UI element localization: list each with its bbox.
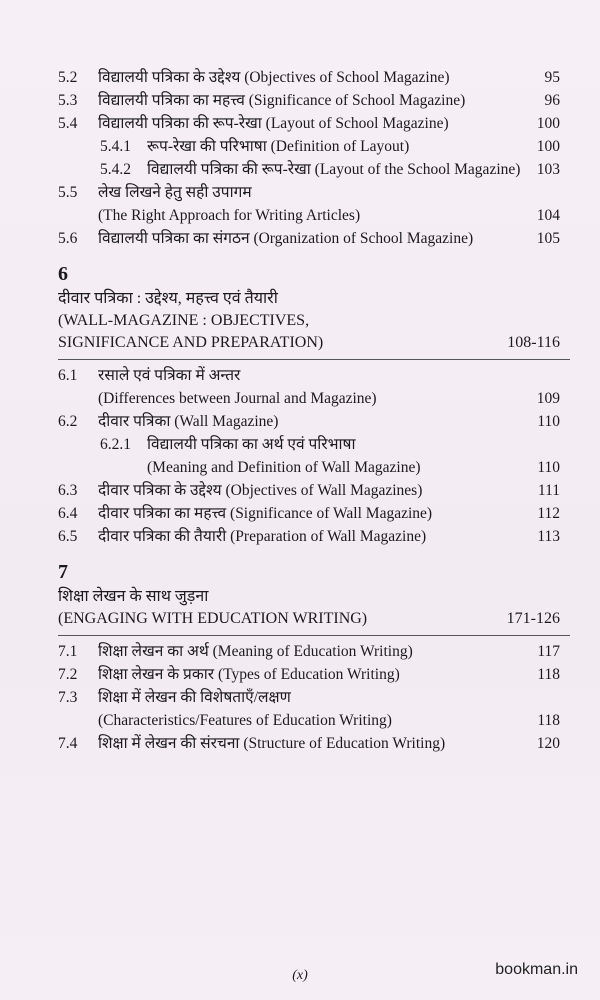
entry-page: 110 (537, 413, 560, 430)
entry-page: 118 (537, 712, 560, 729)
page-folio: (x) (292, 968, 308, 983)
entry-page: 112 (537, 505, 560, 522)
chapter-6-entries (0, 364, 600, 548)
entry-page: 111 (537, 482, 560, 499)
chapter-title-english: (WALL-MAGAZINE : OBJECTIVES, (58, 312, 310, 329)
entry-number: 7.3 (58, 689, 78, 706)
toc-entry (0, 135, 600, 158)
toc-entry (0, 66, 600, 89)
entry-title: दीवार पत्रिका के उद्देश्य (Objectives of Wall Magazines) (98, 482, 423, 499)
entry-title: शिक्षा लेखन का अर्थ (Meaning of Education Writing) (98, 643, 413, 660)
section-5-entries (0, 66, 600, 250)
entry-number: 6.2 (58, 413, 78, 430)
entry-title: विद्यालयी पत्रिका के उद्देश्य (Objectives of School Magazine) (98, 69, 450, 86)
chapter-number: 7 (58, 561, 68, 583)
entry-page: 104 (536, 207, 560, 224)
entry-title: दीवार पत्रिका का महत्त्व (Significance of Wall Magazine) (98, 505, 433, 522)
toc-entry (0, 479, 600, 502)
entry-number: 6.1 (58, 367, 78, 384)
entry-number: 6.4 (58, 505, 78, 522)
watermark: bookman.in (495, 961, 578, 978)
entry-title: रूप-रेखा की परिभाषा (Definition of Layout) (147, 138, 410, 155)
toc-entry (0, 387, 600, 410)
toc-entry (0, 732, 600, 755)
entry-page: 118 (537, 666, 560, 683)
toc-entry (0, 640, 600, 663)
entry-title: लेख लिखने हेतु सही उपागम (98, 184, 252, 201)
table-of-contents (0, 66, 600, 755)
entry-title: दीवार पत्रिका (Wall Magazine) (98, 413, 279, 430)
toc-entry (0, 158, 600, 181)
entry-title: विद्यालयी पत्रिका का अर्थ एवं परिभाषा (147, 436, 356, 453)
entry-number: 7.1 (58, 643, 78, 660)
entry-page: 105 (536, 230, 560, 247)
entry-title: शिक्षा लेखन के प्रकार (Types of Education Writing) (98, 666, 400, 683)
toc-entry (0, 686, 600, 709)
entry-number: 7.2 (58, 666, 78, 683)
entry-number: 6.2.1 (100, 436, 131, 453)
entry-title: विद्यालयी पत्रिका की रूप-रेखा (Layout of the School Magazine) (147, 161, 521, 178)
entry-page: 96 (544, 92, 560, 109)
entry-page: 109 (536, 390, 560, 407)
entry-title: शिक्षा में लेखन की संरचना (Structure of Education Writing) (98, 735, 446, 752)
chapter-title-hindi: शिक्षा लेखन के साथ जुड़ना (58, 588, 209, 605)
entry-number: 5.3 (58, 92, 78, 109)
divider (58, 635, 570, 636)
entry-page: 95 (544, 69, 560, 86)
toc-entry (0, 709, 600, 732)
toc-entry (0, 456, 600, 479)
entry-number: 5.4.1 (100, 138, 131, 155)
entry-number: 5.5 (58, 184, 78, 201)
entry-page: 100 (536, 138, 560, 155)
entry-title: विद्यालयी पत्रिका का महत्त्व (Significance of School Magazine) (98, 92, 466, 109)
toc-entry (0, 410, 600, 433)
toc-entry (0, 227, 600, 250)
toc-entry (0, 204, 600, 227)
chapter-7 (0, 558, 600, 755)
toc-entry (0, 364, 600, 387)
entry-title: (Meaning and Definition of Wall Magazine) (147, 459, 421, 476)
chapter-6 (0, 260, 600, 548)
entry-title: विद्यालयी पत्रिका की रूप-रेखा (Layout of School Magazine) (98, 115, 449, 132)
chapter-title-hindi: दीवार पत्रिका : उद्देश्य, महत्त्व एवं तैयारी (58, 290, 278, 307)
entry-number: 7.4 (58, 735, 78, 752)
entry-title: शिक्षा में लेखन की विशेषताएँ/लक्षण (98, 689, 291, 706)
entry-title: (Characteristics/Features of Education Writing) (98, 712, 392, 729)
toc-entry (0, 525, 600, 548)
entry-number: 5.6 (58, 230, 78, 247)
entry-title: (The Right Approach for Writing Articles) (98, 207, 361, 224)
toc-entry (0, 663, 600, 686)
entry-number: 5.2 (58, 69, 78, 86)
entry-title: (Differences between Journal and Magazine) (98, 390, 377, 407)
chapter-title-english-cont: SIGNIFICANCE AND PREPARATION) (58, 334, 324, 351)
chapter-page-range: 108-116 (507, 334, 560, 351)
divider (58, 359, 570, 360)
entry-number: 5.4.2 (100, 161, 131, 178)
entry-number: 6.3 (58, 482, 78, 499)
chapter-7-entries (0, 640, 600, 755)
toc-entry (0, 433, 600, 456)
chapter-title-english: (ENGAGING WITH EDUCATION WRITING) (58, 610, 368, 627)
entry-page: 120 (536, 735, 560, 752)
chapter-number: 6 (58, 263, 68, 285)
toc-entry (0, 181, 600, 204)
entry-page: 117 (537, 643, 560, 660)
chapter-page-range: 171-126 (506, 610, 560, 627)
entry-page: 100 (536, 115, 560, 132)
entry-page: 103 (536, 161, 560, 178)
entry-title: विद्यालयी पत्रिका का संगठन (Organization of School Magazine) (98, 230, 474, 247)
entry-number: 6.5 (58, 528, 78, 545)
toc-entry (0, 502, 600, 525)
entry-number: 5.4 (58, 115, 78, 132)
toc-entry (0, 112, 600, 135)
toc-entry (0, 89, 600, 112)
entry-title: दीवार पत्रिका की तैयारी (Preparation of Wall Magazine) (98, 528, 427, 545)
entry-page: 110 (537, 459, 560, 476)
entry-page: 113 (537, 528, 560, 545)
entry-title: रसाले एवं पत्रिका में अन्तर (98, 367, 241, 384)
